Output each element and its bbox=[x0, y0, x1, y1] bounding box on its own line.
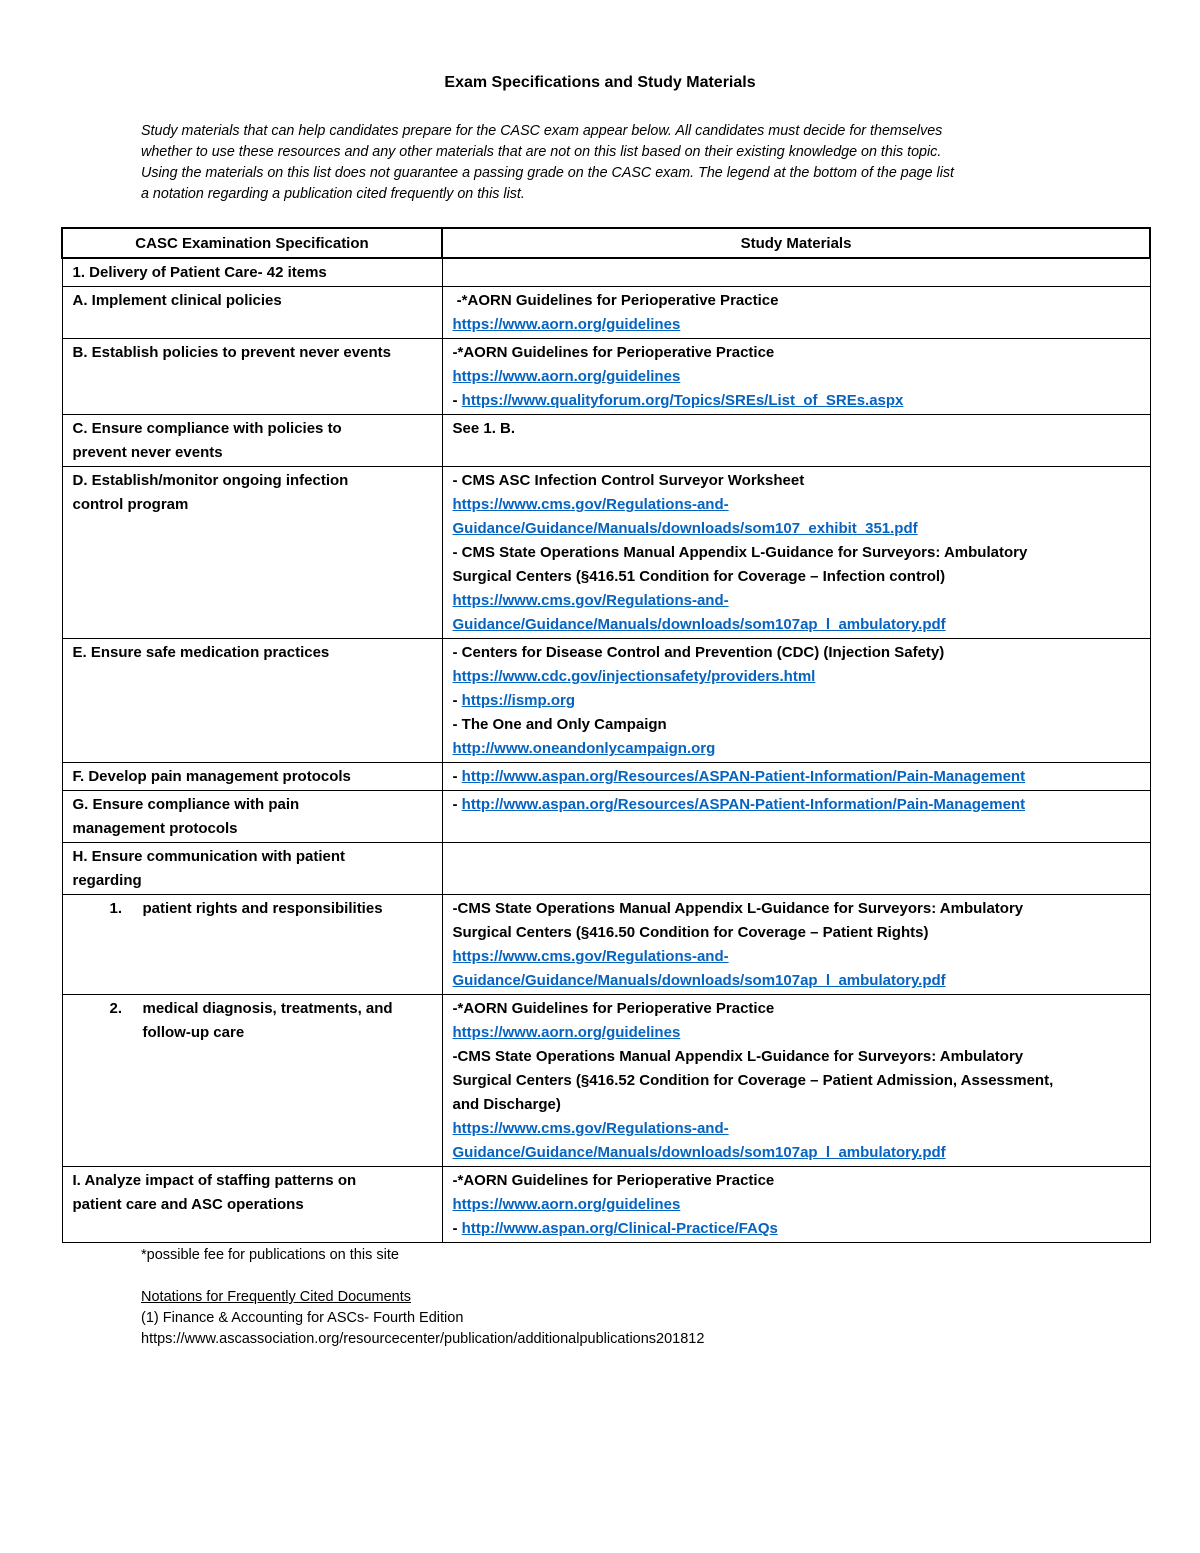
resource-link[interactable]: https://www.aorn.org/guidelines bbox=[452, 316, 681, 333]
material-text: Surgical Centers (§416.51 Condition for Coverage – Infection control) bbox=[452, 568, 946, 585]
intro-line: a notation regarding a publication cited frequently on this list. bbox=[141, 186, 525, 202]
resource-link[interactable]: https://www.aorn.org/guidelines bbox=[452, 368, 681, 385]
notations-heading: Notations for Frequently Cited Documents bbox=[141, 1289, 411, 1305]
material-line bbox=[453, 765, 1140, 789]
material-text: -*AORN Guidelines for Perioperative Practice bbox=[452, 292, 779, 309]
material-line bbox=[453, 713, 1140, 737]
resource-link[interactable]: https://www.cms.gov/Regulations-and- bbox=[452, 1120, 729, 1137]
link-prefix: - bbox=[452, 392, 462, 409]
material-line bbox=[453, 737, 1140, 761]
resource-link[interactable]: http://www.aspan.org/Clinical-Practice/FAQs bbox=[461, 1220, 778, 1237]
material-line bbox=[453, 793, 1140, 817]
spec-text: prevent never events bbox=[72, 444, 223, 461]
table-row bbox=[62, 1167, 1150, 1243]
table-row bbox=[62, 415, 1150, 467]
spec-text: 1. Delivery of Patient Care- 42 items bbox=[72, 264, 327, 281]
resource-link[interactable]: http://www.aspan.org/Resources/ASPAN-Patient-Information/Pain-Management bbox=[461, 768, 1026, 785]
spec-cell bbox=[62, 763, 442, 791]
spec-text: F. Develop pain management protocols bbox=[72, 768, 351, 785]
materials-cell bbox=[442, 639, 1150, 763]
link-prefix: - bbox=[452, 768, 462, 785]
table-row bbox=[62, 287, 1150, 339]
spec-cell bbox=[62, 843, 442, 895]
table-row bbox=[62, 339, 1150, 415]
resource-link[interactable]: https://www.cms.gov/Regulations-and- bbox=[452, 592, 729, 609]
material-text: -*AORN Guidelines for Perioperative Practice bbox=[452, 344, 775, 361]
material-line bbox=[453, 341, 1140, 365]
spec-cell bbox=[62, 287, 442, 339]
page-title: Exam Specifications and Study Materials bbox=[444, 74, 756, 91]
material-line bbox=[453, 1069, 1140, 1093]
materials-cell bbox=[442, 843, 1150, 895]
material-line bbox=[453, 997, 1140, 1021]
spec-text: control program bbox=[72, 496, 189, 513]
material-line bbox=[453, 565, 1140, 589]
material-text: - CMS State Operations Manual Appendix L-Guidance for Surveyors: Ambulatory bbox=[452, 544, 1028, 561]
material-text: - CMS ASC Infection Control Surveyor Worksheet bbox=[452, 472, 805, 489]
resource-link[interactable]: https://www.aorn.org/guidelines bbox=[452, 1196, 681, 1213]
table-row bbox=[62, 258, 1150, 287]
material-line bbox=[453, 1169, 1140, 1193]
resource-link[interactable]: https://www.cms.gov/Regulations-and- bbox=[452, 496, 729, 513]
material-line bbox=[453, 1045, 1140, 1069]
resource-link[interactable]: Guidance/Guidance/Manuals/downloads/som107ap_l_ambulatory.pdf bbox=[452, 972, 946, 989]
table-row bbox=[62, 995, 1150, 1167]
sub-item-number: 2. bbox=[109, 1000, 123, 1017]
material-line bbox=[453, 365, 1140, 389]
resource-link[interactable]: https://www.cdc.gov/injectionsafety/providers.html bbox=[452, 668, 816, 685]
spec-cell bbox=[62, 1167, 442, 1243]
material-text: -CMS State Operations Manual Appendix L-Guidance for Surveyors: Ambulatory bbox=[452, 900, 1024, 917]
spec-cell bbox=[62, 467, 442, 639]
material-line bbox=[453, 689, 1140, 713]
table-row bbox=[62, 843, 1150, 895]
spacer bbox=[141, 1266, 704, 1287]
spec-text: G. Ensure compliance with pain bbox=[72, 796, 300, 813]
spec-text: C. Ensure compliance with policies to bbox=[72, 420, 342, 437]
exam-spec-table bbox=[61, 227, 1151, 1243]
material-line bbox=[453, 1141, 1140, 1165]
material-line bbox=[453, 469, 1140, 493]
material-line bbox=[453, 641, 1140, 665]
material-line bbox=[453, 1217, 1140, 1241]
spec-text: regarding bbox=[72, 872, 142, 889]
spec-cell bbox=[62, 415, 442, 467]
resource-link[interactable]: https://ismp.org bbox=[461, 692, 575, 709]
intro-paragraph bbox=[141, 121, 1071, 205]
resource-link[interactable]: http://www.oneandonlycampaign.org bbox=[452, 740, 716, 757]
spec-cell bbox=[62, 791, 442, 843]
resource-link[interactable]: https://www.aorn.org/guidelines bbox=[452, 1024, 681, 1041]
material-line bbox=[453, 897, 1140, 921]
spec-cell bbox=[62, 339, 442, 415]
materials-cell bbox=[442, 339, 1150, 415]
resource-link[interactable]: https://www.qualityforum.org/Topics/SREs/List_of_SREs.aspx bbox=[461, 392, 904, 409]
spec-cell bbox=[62, 895, 442, 995]
spec-text: management protocols bbox=[72, 820, 238, 837]
material-line bbox=[453, 921, 1140, 945]
spec-text: I. Analyze impact of staffing patterns on bbox=[72, 1172, 357, 1189]
material-line bbox=[453, 1193, 1140, 1217]
material-line bbox=[453, 1021, 1140, 1045]
material-line bbox=[453, 493, 1140, 517]
table-row bbox=[62, 639, 1150, 763]
material-line bbox=[453, 613, 1140, 637]
footer bbox=[141, 1245, 704, 1350]
material-line bbox=[453, 289, 1140, 313]
material-line bbox=[453, 589, 1140, 613]
materials-cell bbox=[442, 1167, 1150, 1243]
materials-cell bbox=[442, 791, 1150, 843]
table-row bbox=[62, 895, 1150, 995]
resource-link[interactable]: https://www.cms.gov/Regulations-and- bbox=[452, 948, 729, 965]
intro-line: Using the materials on this list does not guarantee a passing grade on the CASC exam. The legend at the bottom of the page list bbox=[141, 165, 955, 181]
materials-cell bbox=[442, 415, 1150, 467]
spec-text: patient care and ASC operations bbox=[72, 1196, 304, 1213]
material-line bbox=[453, 417, 1140, 441]
resource-link[interactable]: Guidance/Guidance/Manuals/downloads/som107ap_l_ambulatory.pdf bbox=[452, 616, 946, 633]
material-line bbox=[453, 665, 1140, 689]
table-row bbox=[62, 791, 1150, 843]
materials-cell bbox=[442, 763, 1150, 791]
material-text: See 1. B. bbox=[452, 420, 516, 437]
spec-text: patient rights and responsibilities bbox=[142, 900, 383, 917]
sub-item-number: 1. bbox=[109, 900, 123, 917]
resource-link[interactable]: Guidance/Guidance/Manuals/downloads/som107ap_l_ambulatory.pdf bbox=[452, 1144, 946, 1161]
spec-text: E. Ensure safe medication practices bbox=[72, 644, 330, 661]
material-line bbox=[453, 969, 1140, 993]
intro-line: Study materials that can help candidates prepare for the CASC exam appear below. All candidates must decide for themselves bbox=[141, 123, 943, 139]
materials-cell bbox=[442, 895, 1150, 995]
material-line bbox=[453, 1117, 1140, 1141]
resource-link[interactable]: http://www.aspan.org/Resources/ASPAN-Patient-Information/Pain-Management bbox=[461, 796, 1026, 813]
material-line bbox=[453, 313, 1140, 337]
table-header-row bbox=[62, 228, 1150, 258]
fee-note: *possible fee for publications on this site bbox=[141, 1247, 399, 1263]
material-text: -CMS State Operations Manual Appendix L-Guidance for Surveyors: Ambulatory bbox=[452, 1048, 1024, 1065]
resource-link[interactable]: Guidance/Guidance/Manuals/downloads/som107_exhibit_351.pdf bbox=[452, 520, 918, 537]
link-prefix: - bbox=[452, 1220, 462, 1237]
link-prefix: - bbox=[452, 796, 462, 813]
notation-url[interactable]: https://www.ascassociation.org/resourcecenter/publication/additionalpublications201812 bbox=[141, 1331, 705, 1347]
notation-item: (1) Finance & Accounting for ASCs- Fourth Edition bbox=[141, 1310, 464, 1326]
spec-text: D. Establish/monitor ongoing infection bbox=[72, 472, 349, 489]
spec-text: H. Ensure communication with patient bbox=[72, 848, 346, 865]
table-row bbox=[62, 467, 1150, 639]
spec-column-header: CASC Examination Specification bbox=[62, 228, 442, 258]
materials-cell bbox=[442, 258, 1150, 287]
spec-text: A. Implement clinical policies bbox=[72, 292, 282, 309]
material-text: -*AORN Guidelines for Perioperative Practice bbox=[452, 1172, 775, 1189]
materials-cell bbox=[442, 467, 1150, 639]
spec-cell bbox=[62, 258, 442, 287]
material-text: - The One and Only Campaign bbox=[452, 716, 667, 733]
intro-line: whether to use these resources and any other materials that are not on this list based on their existing knowledge on this topic. bbox=[141, 144, 942, 160]
material-line bbox=[453, 389, 1140, 413]
spec-text: B. Establish policies to prevent never events bbox=[72, 344, 391, 361]
material-text: Surgical Centers (§416.52 Condition for Coverage – Patient Admission, Assessment, bbox=[452, 1072, 1054, 1089]
material-text: - Centers for Disease Control and Prevention (CDC) (Injection Safety) bbox=[452, 644, 945, 661]
material-line bbox=[453, 541, 1140, 565]
materials-cell bbox=[442, 287, 1150, 339]
materials-column-header: Study Materials bbox=[442, 228, 1150, 258]
material-text: Surgical Centers (§416.50 Condition for Coverage – Patient Rights) bbox=[452, 924, 929, 941]
table-body bbox=[62, 258, 1150, 1243]
spec-text: medical diagnosis, treatments, and bbox=[142, 1000, 393, 1017]
material-text: -*AORN Guidelines for Perioperative Practice bbox=[452, 1000, 775, 1017]
materials-cell bbox=[442, 995, 1150, 1167]
spec-text: follow-up care bbox=[142, 1024, 245, 1041]
material-line bbox=[453, 517, 1140, 541]
table-row bbox=[62, 763, 1150, 791]
spec-cell bbox=[62, 995, 442, 1167]
material-line bbox=[453, 945, 1140, 969]
material-text: and Discharge) bbox=[452, 1096, 561, 1113]
link-prefix: - bbox=[452, 692, 462, 709]
spec-cell bbox=[62, 639, 442, 763]
material-line bbox=[453, 1093, 1140, 1117]
